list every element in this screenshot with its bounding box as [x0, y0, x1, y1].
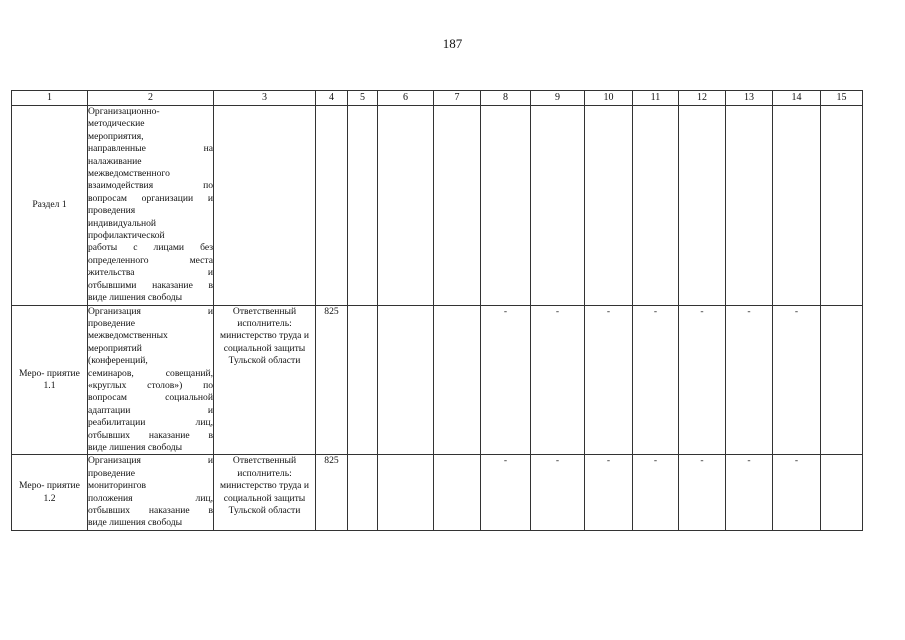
column-header-7: 7	[434, 91, 481, 106]
row-cell-col-14: -	[773, 305, 821, 455]
row-cell-col-7	[434, 305, 481, 455]
description-line: виде лишения свободы	[88, 441, 183, 453]
description-line: отбывших наказание в	[88, 505, 213, 516]
header-row	[12, 91, 863, 106]
row-cell-col-13: -	[726, 455, 773, 530]
column-header-10: 10	[585, 91, 633, 106]
row-cell-col-11: -	[633, 305, 679, 455]
column-header-2: 2	[88, 91, 214, 106]
table-row	[12, 455, 863, 530]
row-cell-col-6	[378, 106, 434, 306]
description-line: определенного места	[88, 254, 213, 266]
row-executor: Ответственный исполнитель: министерство труда и социальной защиты Тульской области	[214, 455, 316, 530]
description-line: «круглых столов») по	[88, 379, 213, 391]
description-line: Организация и	[88, 455, 213, 467]
row-cell-col-8: -	[481, 305, 531, 455]
table-row	[12, 106, 863, 306]
description-line: жительства и	[88, 267, 213, 279]
row-code: 825	[316, 305, 348, 455]
description-line: Организация и	[88, 305, 213, 317]
row-description	[88, 455, 214, 530]
column-header-11: 11	[633, 91, 679, 106]
row-cell-col-9	[531, 106, 585, 306]
description-line: адаптации и	[88, 404, 213, 416]
row-cell-col-12	[679, 106, 726, 306]
row-cell-col-14	[773, 106, 821, 306]
row-label: Меро- приятие 1.1	[12, 305, 88, 455]
description-line: работы с лицами без	[88, 242, 213, 254]
column-header-15: 15	[821, 91, 863, 106]
row-cell-col-6	[378, 305, 434, 455]
description-line: виде лишения свободы	[88, 517, 183, 529]
row-label: Раздел 1	[12, 106, 88, 306]
row-cell-col-10: -	[585, 305, 633, 455]
row-cell-col-12: -	[679, 455, 726, 530]
row-cell-col-5	[348, 455, 378, 530]
column-header-6: 6	[378, 91, 434, 106]
row-cell-col-9: -	[531, 305, 585, 455]
column-header-8: 8	[481, 91, 531, 106]
description-line: виде лишения свободы	[88, 292, 183, 304]
row-cell-col-7	[434, 455, 481, 530]
column-header-12: 12	[679, 91, 726, 106]
description-line: проведение	[88, 467, 135, 479]
row-code: 825	[316, 455, 348, 530]
column-header-13: 13	[726, 91, 773, 106]
row-cell-col-15	[821, 106, 863, 306]
description-line: методические	[88, 118, 145, 130]
row-description	[88, 305, 214, 455]
description-line: отбывших наказание в	[88, 429, 213, 441]
row-executor	[214, 106, 316, 306]
row-cell-col-13: -	[726, 305, 773, 455]
column-header-3: 3	[214, 91, 316, 106]
description-line: реабилитации лиц,	[88, 417, 213, 429]
row-cell-col-15	[821, 305, 863, 455]
description-line: вопросам организации и	[88, 192, 213, 204]
row-cell-col-13	[726, 106, 773, 306]
description-line: мероприятий	[88, 342, 142, 354]
description-line: проведения	[88, 205, 136, 217]
row-cell-col-9: -	[531, 455, 585, 530]
table-row	[12, 305, 863, 455]
column-header-14: 14	[773, 91, 821, 106]
description-line: направленные на	[88, 143, 213, 155]
description-line: индивидуальной	[88, 217, 157, 229]
row-label: Меро- приятие 1.2	[12, 455, 88, 530]
row-cell-col-5	[348, 106, 378, 306]
page-number: 187	[442, 36, 463, 51]
description-line: межведомственного	[88, 168, 170, 180]
description-line: вопросам социальной	[88, 392, 213, 404]
table-body	[12, 91, 863, 531]
row-cell-col-5	[348, 305, 378, 455]
row-cell-col-12: -	[679, 305, 726, 455]
row-cell-col-8: -	[481, 455, 531, 530]
row-cell-col-7	[434, 106, 481, 306]
row-cell-col-14: -	[773, 455, 821, 530]
row-cell-col-10	[585, 106, 633, 306]
row-cell-col-10: -	[585, 455, 633, 530]
description-line: положения лиц,	[88, 492, 213, 504]
row-cell-col-11: -	[633, 455, 679, 530]
column-header-5: 5	[348, 91, 378, 106]
description-line: мониторингов	[88, 480, 147, 492]
row-executor: Ответственный исполнитель: министерство труда и социальной защиты Тульской области	[214, 305, 316, 455]
description-line: налаживание	[88, 155, 142, 167]
description-line: проведение	[88, 317, 135, 329]
program-table	[11, 90, 863, 531]
description-line: межведомственных	[88, 330, 168, 342]
description-line: семинаров, совещаний,	[88, 367, 213, 379]
description-line: мероприятия,	[88, 130, 144, 142]
description-line: профилактической	[88, 230, 165, 242]
row-cell-col-15	[821, 455, 863, 530]
column-header-9: 9	[531, 91, 585, 106]
description-line: Организационно-	[88, 106, 160, 117]
description-line: взаимодействия по	[88, 180, 213, 192]
column-header-4: 4	[316, 91, 348, 106]
row-cell-col-11	[633, 106, 679, 306]
row-cell-col-8	[481, 106, 531, 306]
column-header-1: 1	[12, 91, 88, 106]
description-line: отбывшими наказание в	[88, 279, 213, 291]
row-cell-col-6	[378, 455, 434, 530]
description-line: (конференций,	[88, 355, 148, 367]
row-code	[316, 106, 348, 306]
row-description	[88, 106, 214, 306]
